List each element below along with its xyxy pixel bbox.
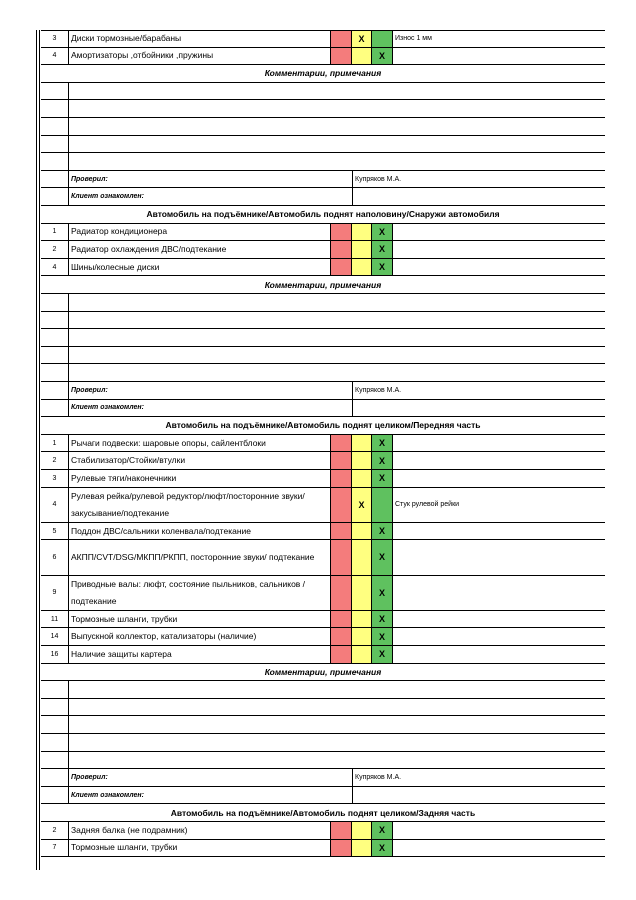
item-number: 5: [41, 523, 69, 540]
comment-blank-cell: [69, 136, 605, 153]
comment-blank-cell: [41, 347, 69, 364]
status-mark: X: [378, 50, 385, 61]
item-name: Выпускной коллектор, катализаторы (наличие): [69, 628, 331, 645]
status-yellow-cell: [352, 259, 372, 276]
comment-blank-cell: [69, 83, 605, 100]
status-yellow-cell: [352, 435, 372, 452]
status-yellow-cell: [352, 646, 372, 663]
item-name: Наличие защиты картера: [69, 646, 331, 663]
item-note: [393, 452, 605, 469]
checklist-row: [41, 540, 605, 575]
status-red-cell: [331, 488, 352, 522]
comment-blank-row: [41, 294, 605, 312]
status-green-cell: [372, 523, 393, 540]
checklist-row: [41, 576, 605, 611]
status-red-cell: [331, 628, 352, 645]
item-name: Тормозные шланги, трубки: [69, 840, 331, 857]
item-name: Рулевая рейка/рулевой редуктор/люфт/посторонние звуки/закусывание/подтекание: [69, 488, 331, 522]
margin-line: [39, 30, 40, 870]
status-red-cell: [331, 540, 352, 574]
signature-blank-cell: [41, 382, 69, 399]
status-yellow-cell: [352, 822, 372, 839]
status-mark: X: [378, 226, 385, 237]
item-number: 1: [41, 224, 69, 241]
section-title: Автомобиль на подъёмнике/Автомобиль поднят целиком/Передняя часть: [165, 420, 481, 431]
item-name: Поддон ДВС/сальники коленвала/подтекание: [69, 523, 331, 540]
comment-blank-cell: [69, 364, 605, 381]
comment-blank-cell: [41, 716, 69, 733]
comment-blank-row: [41, 100, 605, 118]
comment-blank-cell: [41, 329, 69, 346]
item-note: Износ 1 мм: [395, 35, 432, 43]
status-red-cell: [331, 224, 352, 241]
client-acknowledged-row: [41, 787, 605, 805]
status-green-cell: [372, 646, 393, 663]
status-green-cell: [372, 628, 393, 645]
item-note: [393, 840, 605, 857]
status-yellow-cell: [352, 488, 372, 522]
status-red-cell: [331, 31, 352, 47]
comment-blank-cell: [41, 118, 69, 135]
comment-blank-row: [41, 734, 605, 752]
item-number: 2: [41, 452, 69, 469]
status-red-cell: [331, 523, 352, 540]
comment-blank-cell: [41, 699, 69, 716]
comment-blank-cell: [41, 294, 69, 311]
status-mark: X: [378, 473, 385, 484]
checked-by-label: Проверил:: [69, 171, 353, 188]
status-red-cell: [331, 576, 352, 610]
item-name: Диски тормозные/барабаны: [69, 31, 331, 47]
client-signature-cell: [353, 787, 605, 804]
item-note: [393, 628, 605, 645]
item-number: 9: [41, 576, 69, 610]
comment-blank-cell: [69, 329, 605, 346]
item-note: [393, 611, 605, 628]
status-red-cell: [331, 840, 352, 857]
status-mark: X: [378, 614, 385, 625]
status-mark: X: [358, 33, 365, 44]
status-red-cell: [331, 241, 352, 258]
item-number: 4: [41, 488, 69, 522]
item-note: [393, 576, 605, 610]
checklist-row: [41, 822, 605, 840]
checklist-row: [41, 48, 605, 66]
item-number: 7: [41, 840, 69, 857]
signature-blank-cell: [41, 171, 69, 188]
section-title: Автомобиль на подъёмнике/Автомобиль поднят целиком/Задняя часть: [170, 807, 476, 818]
status-red-cell: [331, 470, 352, 487]
comment-blank-cell: [41, 83, 69, 100]
status-green-cell: [372, 452, 393, 469]
comments-header-row: [41, 664, 605, 682]
status-green-cell: [372, 540, 393, 574]
comment-blank-cell: [41, 100, 69, 117]
item-note: [393, 470, 605, 487]
item-number: 14: [41, 628, 69, 645]
status-green-cell: [372, 488, 393, 522]
status-mark: X: [378, 455, 385, 466]
comment-blank-row: [41, 681, 605, 699]
status-green-cell: [372, 48, 393, 65]
item-name: Приводные валы: люфт, состояние пыльников, сальников / подтекание: [69, 576, 331, 610]
comment-blank-cell: [69, 699, 605, 716]
status-green-cell: [372, 822, 393, 839]
item-name: Радиатор кондиционера: [69, 224, 331, 241]
comment-blank-cell: [69, 153, 605, 170]
item-name: Рулевые тяги/наконечники: [69, 470, 331, 487]
item-number: 2: [41, 822, 69, 839]
status-yellow-cell: [352, 452, 372, 469]
comment-blank-cell: [41, 136, 69, 153]
signature-blank-cell: [41, 400, 69, 417]
comment-blank-cell: [41, 752, 69, 769]
checked-by-row: [41, 769, 605, 787]
item-number: 6: [41, 540, 69, 574]
checklist-row: [41, 435, 605, 453]
comment-blank-cell: [41, 153, 69, 170]
item-note: [393, 435, 605, 452]
item-number: 3: [41, 470, 69, 487]
comment-blank-row: [41, 118, 605, 136]
status-green-cell: [372, 576, 393, 610]
status-green-cell: [372, 840, 393, 857]
comment-blank-row: [41, 312, 605, 330]
comment-blank-cell: [69, 681, 605, 698]
checked-by-name: Купряков М.А.: [355, 175, 402, 183]
status-yellow-cell: [352, 224, 372, 241]
comment-blank-cell: [41, 364, 69, 381]
comment-blank-row: [41, 716, 605, 734]
comment-blank-cell: [69, 312, 605, 329]
status-mark: X: [378, 552, 385, 563]
checklist-row: [41, 840, 605, 858]
item-name: Стабилизатор/Стойки/втулки: [69, 452, 331, 469]
checklist-row: [41, 224, 605, 242]
status-mark: X: [358, 499, 365, 510]
status-mark: X: [378, 649, 385, 660]
comment-blank-row: [41, 752, 605, 770]
client-acknowledged-row: [41, 400, 605, 418]
item-note: [393, 523, 605, 540]
checked-by-label: Проверил:: [69, 382, 353, 399]
checklist-row: [41, 470, 605, 488]
comments-title: Комментарии, примечания: [264, 68, 382, 79]
status-mark: X: [378, 526, 385, 537]
client-acknowledged-label: Клиент ознакомлен:: [69, 188, 353, 205]
item-note: Стук рулевой рейки: [395, 501, 460, 509]
checked-by-row: [41, 382, 605, 400]
comment-blank-cell: [41, 312, 69, 329]
item-note: [393, 646, 605, 663]
status-green-cell: [372, 611, 393, 628]
item-note: [393, 224, 605, 241]
status-green-cell: [372, 435, 393, 452]
status-mark: X: [378, 631, 385, 642]
checklist-row: [41, 646, 605, 664]
status-yellow-cell: [352, 523, 372, 540]
status-yellow-cell: [352, 540, 372, 574]
item-number: 3: [41, 31, 69, 47]
item-note: [393, 48, 605, 65]
section-title: Автомобиль на подъёмнике/Автомобиль поднят наполовину/Снаружи автомобиля: [146, 209, 500, 220]
item-name: АКПП/CVT/DSG/МКПП/РКПП, посторонние звуки/ подтекание: [69, 540, 331, 574]
status-red-cell: [331, 435, 352, 452]
section-header-row: [41, 206, 605, 224]
checklist-row: [41, 452, 605, 470]
status-yellow-cell: [352, 31, 372, 47]
status-green-cell: [372, 470, 393, 487]
comment-blank-cell: [69, 752, 605, 769]
item-number: 11: [41, 611, 69, 628]
status-green-cell: [372, 224, 393, 241]
client-acknowledged-label: Клиент ознакомлен:: [69, 787, 353, 804]
client-signature-cell: [353, 400, 605, 417]
status-mark: X: [378, 842, 385, 853]
comment-blank-row: [41, 83, 605, 101]
checklist-row: [41, 259, 605, 277]
checklist-row: [41, 241, 605, 259]
item-name: Задняя балка (не подрамник): [69, 822, 331, 839]
status-red-cell: [331, 259, 352, 276]
signature-blank-cell: [41, 787, 69, 804]
item-note: [393, 540, 605, 574]
signature-blank-cell: [41, 769, 69, 786]
status-yellow-cell: [352, 628, 372, 645]
item-number: 16: [41, 646, 69, 663]
status-yellow-cell: [352, 611, 372, 628]
comment-blank-row: [41, 153, 605, 171]
checklist-row: [41, 488, 605, 523]
status-red-cell: [331, 48, 352, 65]
comments-header-row: [41, 65, 605, 83]
item-name: Рычаги подвески: шаровые опоры, сайлентблоки: [69, 435, 331, 452]
checklist-row: [41, 523, 605, 541]
comment-blank-row: [41, 699, 605, 717]
status-green-cell: [372, 259, 393, 276]
client-acknowledged-label: Клиент ознакомлен:: [69, 400, 353, 417]
status-mark: X: [378, 244, 385, 255]
item-note: [393, 822, 605, 839]
comment-blank-row: [41, 136, 605, 154]
client-acknowledged-row: [41, 188, 605, 206]
status-yellow-cell: [352, 576, 372, 610]
comment-blank-cell: [41, 734, 69, 751]
status-green-cell: [372, 31, 393, 47]
checklist-row: [41, 30, 605, 48]
signature-blank-cell: [41, 188, 69, 205]
item-note: [393, 259, 605, 276]
comment-blank-row: [41, 364, 605, 382]
comment-blank-cell: [41, 681, 69, 698]
checklist-row: [41, 628, 605, 646]
status-red-cell: [331, 822, 352, 839]
status-mark: X: [378, 438, 385, 449]
status-mark: X: [378, 587, 385, 598]
item-name: Шины/колесные диски: [69, 259, 331, 276]
comment-blank-cell: [69, 716, 605, 733]
item-name: Тормозные шланги, трубки: [69, 611, 331, 628]
checked-by-label: Проверил:: [69, 769, 353, 786]
item-number: 1: [41, 435, 69, 452]
item-name: Амортизаторы ,отбойники ,пружины: [69, 48, 331, 65]
section-header-row: [41, 804, 605, 822]
section-header-row: [41, 417, 605, 435]
comment-blank-cell: [69, 294, 605, 311]
comment-blank-cell: [69, 734, 605, 751]
status-red-cell: [331, 611, 352, 628]
checklist-row: [41, 611, 605, 629]
item-number: 4: [41, 259, 69, 276]
comments-title: Комментарии, примечания: [264, 666, 382, 677]
item-number: 2: [41, 241, 69, 258]
comments-title: Комментарии, примечания: [264, 279, 382, 290]
status-yellow-cell: [352, 470, 372, 487]
checked-by-row: [41, 171, 605, 189]
status-mark: X: [378, 825, 385, 836]
status-yellow-cell: [352, 840, 372, 857]
item-note: [393, 241, 605, 258]
status-yellow-cell: [352, 48, 372, 65]
status-green-cell: [372, 241, 393, 258]
comment-blank-row: [41, 329, 605, 347]
comment-blank-row: [41, 347, 605, 365]
item-name: Радиатор охлаждения ДВС/подтекание: [69, 241, 331, 258]
item-number: 4: [41, 48, 69, 65]
comment-blank-cell: [69, 100, 605, 117]
checked-by-name: Купряков М.А.: [355, 773, 402, 781]
status-mark: X: [378, 262, 385, 273]
status-red-cell: [331, 452, 352, 469]
comment-blank-cell: [69, 347, 605, 364]
status-yellow-cell: [352, 241, 372, 258]
checked-by-name: Купряков М.А.: [355, 386, 402, 394]
comment-blank-cell: [69, 118, 605, 135]
client-signature-cell: [353, 188, 605, 205]
status-red-cell: [331, 646, 352, 663]
comments-header-row: [41, 276, 605, 294]
margin-line: [36, 30, 37, 870]
